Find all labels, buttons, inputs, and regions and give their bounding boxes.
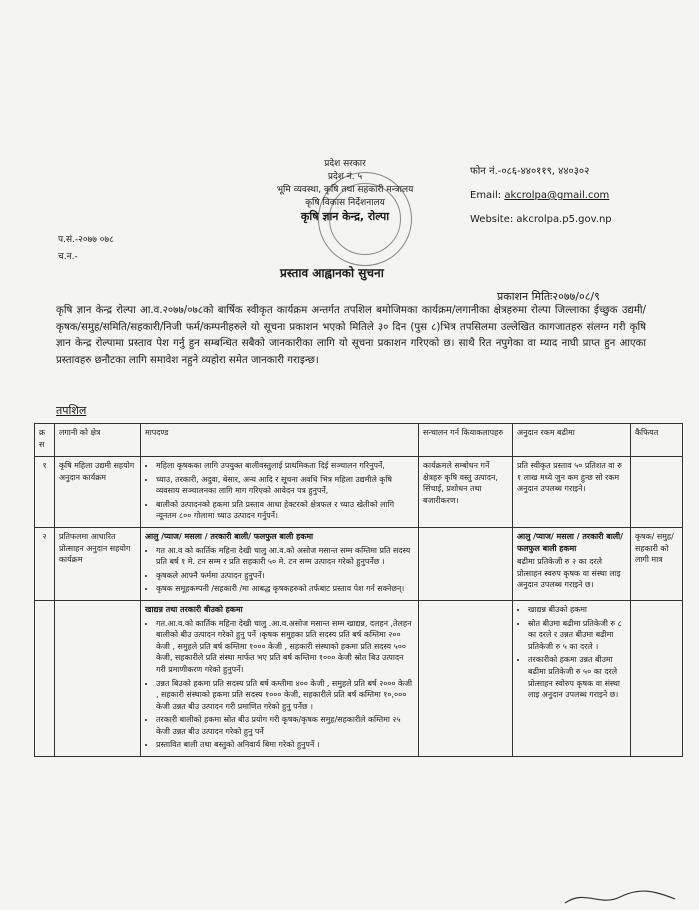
reference-numbers bbox=[58, 232, 114, 266]
govt-name: प्रदेश सरकार bbox=[324, 159, 366, 169]
col-header-remarks: कैफियत bbox=[631, 424, 683, 457]
row-area: प्रतिफलमा आधारित प्रोत्साहन अनुदान सहयोग कार्यक्रम bbox=[55, 527, 141, 600]
row-activities: कार्यक्रमले सम्बोधन गर्ने क्षेत्रहरु कृषि वस्तु उत्पादन, सिंचाई, प्रशोधन तथा बजारीकरण। bbox=[419, 457, 513, 528]
criteria-item: • बालीको उत्पादनको हकमा प्रति प्रस्ताव आधा हेक्टरको क्षेत्रफल र च्याउ खेतीको लागि न्यूनतम ८०० गोलामा च्याउ उत्पादन गर्नुपर्ने। bbox=[156, 499, 414, 522]
criteria-item: • तरकारी बालीको हकमा स्रोत बीउ प्रयोग गरी कृषक/कृषक समुह/सहकारीले कम्तिमा २५ केजी उन्नत बीउ उत्पादन गरेको हुनु पर्ने bbox=[156, 714, 414, 737]
phone-number: फोन नं.-०८६-४४०११९, ४४०३०२ bbox=[470, 166, 590, 177]
intro-paragraph: कृषि ज्ञान केन्द्र रोल्पा आ.व.२०७७/०७८को बार्षिक स्वीकृत कार्यक्रम अन्तर्गत तपशिल बमोजिमका कार्यक्रम/लगानीका क्षेत्रहरुमा रोल्पा जिल्लाका ईच्छुक उद्यमी/कृषक/समुह/समिति/सहकारी/निजी फर्म/कम्पनीहरुले यो सूचना प्रकाशन भएको मितिले ३० दिन (पुस ८)भित्र तपसिलमा उल्लेखित कागजातहरु संलग्न गरी कृषि ज्ञान केन्द्र रोल्पामा प्रस्ताव पेश गर्नु हुन सम्बन्धित सबैको जानकारीका लागि यो सूचना प्रकाशन गरिएको छ। साथै रित नपुगेका वा म्याद नाघी प्राप्त हुन आएका प्रस्तावहरु छनौटका लागि समावेश नहुने व्यहोरा समेत जानकारी गराइन्छ। bbox=[56, 305, 646, 366]
contact-block bbox=[470, 160, 612, 232]
criteria-heading: खाद्यन्न तथा तरकारी बीउको हकमा bbox=[145, 604, 243, 614]
row-sn bbox=[35, 600, 55, 756]
letter-number: प.सं.-२०७७ ०७८ bbox=[58, 235, 114, 245]
table-row bbox=[35, 600, 683, 756]
letterhead bbox=[255, 158, 435, 223]
grant-item: • खाद्यन्न बीउको हकमा bbox=[528, 604, 626, 616]
grant-heading: आलु /प्याज/ मसला / तरकारी बाली/ फलफुल बाली हकमा bbox=[517, 531, 624, 553]
row-grant: प्रति स्वीकृत प्रस्ताव ५० प्रतिशत वा रु १ लाख मध्ये जुन कम हुन्छ सो रकम अनुदान उपलब्ध गराइने। bbox=[513, 457, 631, 528]
publication-date: प्रकाशन मितिः२०७७/०८/९ bbox=[497, 290, 600, 303]
col-header-grant: अनुदान रकम बढीमा bbox=[513, 424, 631, 457]
website-label: Website: bbox=[470, 214, 514, 225]
row-criteria bbox=[141, 527, 419, 600]
col-header-criteria: मापदण्ड bbox=[141, 424, 419, 457]
criteria-item: • गत.आ.व.को कार्तिक महिना देखी चालु .आ.व.असोज मसान्त सम्म खाद्यन्न, दलहन ,तेलहन बालीको बीउ उत्पादन गरेको हुनु पर्ने ।कृषक समुहका प्रति सदस्य प्रति बर्ष कम्तिमा २०० केजी , समुहले प्रति बर्ष कम्तिमा १००० केजी , सहकारी संस्थाको हकमा प्रति सदस्य ५०० केजी, सहकारीले प्रति संस्था मार्फत भए प्रति बर्ष कम्तिमा १००० केजी स्रोत बिउ उत्पादन गरी प्रमाणीकरण गरेको हुनुपर्ने। bbox=[156, 618, 414, 676]
row-sn: १ bbox=[35, 457, 55, 528]
criteria-item: • प्रस्तावित बाली तथा बस्तुको अनिवार्य बिमा गरेको हुनुपर्ने । bbox=[156, 739, 414, 751]
criteria-heading: आलु /प्याज/ मसला / तरकारी बाली/ फलफुल बाली हकमा bbox=[145, 531, 314, 541]
col-header-activities: सन्चालन गर्न कियाकलापहरु bbox=[419, 424, 513, 457]
col-header-area: लगानी को क्षेत्र bbox=[55, 424, 141, 457]
row-sn: २ bbox=[35, 527, 55, 600]
row-area bbox=[55, 600, 141, 756]
row-grant bbox=[513, 527, 631, 600]
notice-title: प्रस्ताव आह्वानको सुचना bbox=[280, 266, 384, 280]
table-row bbox=[35, 457, 683, 528]
email-link[interactable]: akcrolpa@gmail.com bbox=[504, 190, 610, 201]
row-remarks: कृषक/ समुह/ सहकारी को लागी मात्र bbox=[631, 527, 683, 600]
grant-item: • तरकारीको हकमा उन्नत बीउमा बढीमा प्रतिकेजी रु ५० का दरले प्रोत्साहन स्वोरुप कृषक वा संस्था लाइ अनुदान उपलब्ध गराइने छ। bbox=[528, 654, 626, 700]
row-criteria bbox=[141, 457, 419, 528]
row-activities bbox=[419, 600, 513, 756]
criteria-item: • महिला कृषकका लागि उपयुक्त बालीवस्तुलाई प्राथमिकता दिई सञ्चालन गरिनुपर्ने, bbox=[156, 460, 414, 472]
province-name: प्रदेश नं. ५ bbox=[327, 172, 363, 182]
row-grant bbox=[513, 600, 631, 756]
row-criteria bbox=[141, 600, 419, 756]
criteria-item: • उन्नत बिउको हकमा प्रति सदस्य प्रति बर्ष कम्तीमा ४०० केजी , समुहले प्रति बर्ष २००० केजी , सहकारी संस्थाको हकमा प्रति सदस्य १००० केजी, सहकारीले प्रति बर्ष कम्तिमा १०,००० केजी उन्नत बीउ उत्पादन गरी प्रमाणित गरेको हुनु पर्नेछ । bbox=[156, 678, 414, 713]
row-remarks bbox=[631, 457, 683, 528]
website-link[interactable]: akcrolpa.p5.gov.np bbox=[516, 214, 612, 225]
row-remarks bbox=[631, 600, 683, 756]
office-name: कृषि ज्ञान केन्द्र, रोल्पा bbox=[300, 210, 390, 223]
table-row bbox=[35, 527, 683, 600]
details-heading: तपशिल bbox=[56, 404, 87, 417]
criteria-item: • कृषक समूहकम्पनी /सहकारी /मा आबद्ध कृषकहरुको तर्फबाट प्रस्ताव पेश गर्न सक्नेछन्। bbox=[156, 583, 414, 595]
grant-text: बढीमा प्रतिकेजी रु २ का दरले प्रोत्साहन स्वरुप कृषक वा संस्था लाइ अनुदान उपलब्ध गराइने छ। bbox=[517, 557, 621, 590]
table-header-row bbox=[35, 424, 683, 457]
email-label: Email: bbox=[470, 190, 502, 201]
ministry-name: भूमि व्यवस्था, कृषि तथा सहकारी मन्त्रालय bbox=[276, 185, 414, 195]
criteria-item: • कृषकले आफ्नै फर्ममा उत्पादन हुनुपर्ने। bbox=[156, 570, 414, 582]
col-header-sn: क्र स bbox=[35, 424, 55, 457]
grant-item: • स्रोत बीउमा बढीमा प्रतिकेजी रु ८ का दरले र उन्नत बीउमा बढीमा प्रतिकेजी रु ५ का दरले । bbox=[528, 618, 626, 653]
row-area: कृषि महिला उद्यमी सहयोग अनुदान कार्यक्रम bbox=[55, 457, 141, 528]
signature-mark bbox=[560, 885, 680, 910]
directorate-name: कृषि विकास निर्देशनालय bbox=[305, 198, 385, 208]
criteria-item: • गत आ.व को कार्तिक महिना देखी चालु आ.व.को असोज मसान्त सम्म कम्तिमा प्रति सदस्य प्रति बर्ष १ मे. टन सम्म र प्रति सहकारी ५० मे. टन सम्म उत्पादन गरेको हुनुपर्नेछ । bbox=[156, 545, 414, 568]
criteria-item: • च्याउ, तरकारी, अदुवा, बेसार, अन्य आदि र सूचना अवधि भित्र महिला उद्यमीले कृषि व्यवसाय सञ्चालनका लागि माग गरिएको आवेदन पत्र हुनुपर्ने, bbox=[156, 474, 414, 497]
dispatch-number: च.न.- bbox=[58, 252, 78, 262]
row-activities bbox=[419, 527, 513, 600]
email-line bbox=[470, 184, 612, 208]
details-table bbox=[34, 423, 683, 757]
website-line bbox=[470, 208, 612, 232]
